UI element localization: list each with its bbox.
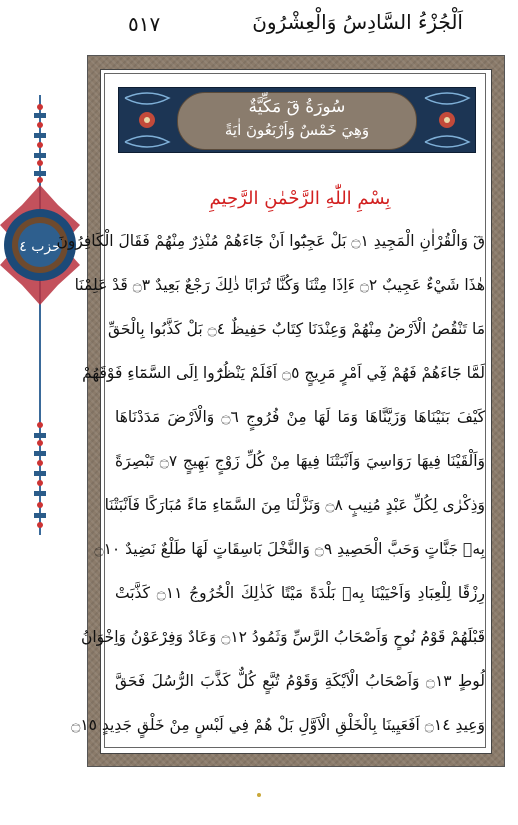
footer-ornament-icon: [254, 792, 264, 798]
hizb-marker-ornament: [0, 95, 80, 535]
verse-count: وَهِيَ خَمْسٌ وَاَرْبَعُونَ اٰيَةً: [224, 121, 370, 139]
banner-cartouche: [177, 92, 417, 150]
text-line: وَذِكْرٰى لِكُلِّ عَبْدٍ مُنِيبٍ ۝٨ وَنَزَّلْنَا مِنَ السَّمَٓاءِ مَٓاءً مُبَارَكًا فَاَنْبَتْنَا: [104, 496, 485, 514]
text-line: لُوطٍ ۝١٣ وَاَصْحَابُ الْاَيْكَةِ وَقَوْمُ تُبَّعٍ كُلٌّ كَذَّبَ الرُّسُلَ فَحَقَّ: [115, 672, 485, 690]
text-line: وَعِيدِ ۝١٤ اَفَعَيِينَا بِالْخَلْقِ الْاَوَّلِ بَلْ هُمْ فِي لَبْسٍ مِنْ خَلْقٍ جَدِيدٍ ۝١٥: [71, 716, 485, 734]
text-line: مَا تَنْقُصُ الْاَرْضُ مِنْهُمْ وَعِنْدَنَا كِتَابٌ حَفِيظٌ ۝٤ بَلْ كَذَّبُوا بِالْحَقِّ: [107, 320, 485, 338]
text-line: قَبْلَهُمْ قَوْمُ نُوحٍ وَاَصْحَابُ الرَّسِّ وَثَمُودُ ۝١٢ وَعَادٌ وَفِرْعَوْنُ وَاِخْوَانُ: [80, 628, 485, 646]
surah-title-banner: [118, 87, 476, 153]
footer-mark: [0, 790, 518, 801]
basmala: بِسْمِ اللّٰهِ الرَّحْمٰنِ الرَّحِيمِ: [209, 188, 391, 209]
text-line: لَمَّا جَٓاءَهُمْ فَهُمْ فِٓي اَمْرٍ مَرِيجٍ ۝٥ اَفَلَمْ يَنْظُرُٓوا اِلَى السَّمَٓاءِ فَوْقَهُمْ: [82, 364, 485, 382]
text-line: بِهٖ جَنَّاتٍ وَحَبَّ الْحَصِيدِ ۝٩ وَالنَّخْلَ بَاسِقَاتٍ لَهَا طَلْعٌ نَضِيدٌ ۝١٠: [94, 540, 485, 558]
page-header: [88, 6, 503, 46]
text-line: رِزْقًا لِلْعِبَادِ وَاَحْيَيْنَا بِهٖ بَلْدَةً مَيْتًا كَذٰلِكَ الْخُرُوجُ ۝١١ كَذَّبَتْ: [115, 584, 485, 602]
text-line: وَاَلْقَيْنَا فِيهَا رَوَاسِيَ وَاَنْبَتْنَا فِيهَا مِنْ كُلِّ زَوْجٍ بَهِيجٍ ۝٧ تَبْصِرَةً: [115, 452, 485, 470]
hizb-label: حزب ٤: [19, 239, 61, 255]
text-line: كَيْفَ بَنَيْنَاهَا وَزَيَّنَّاهَا وَمَا لَهَا مِنْ فُرُوجٍ ۝٦ وَالْاَرْضَ مَدَدْنَاهَا: [115, 408, 485, 426]
surah-name: سُورَةُ قٓ مَكِّيَّةٌ: [248, 97, 346, 117]
text-line: هٰذَا شَيْءٌ عَجِيبٌ ۝٢ ءَاِذَا مِتْنَا وَكُنَّا تُرَابًا ذٰلِكَ رَجْعٌ بَعِيدٌ ۝٣ قَدْ عَلِمْنَا: [74, 276, 485, 294]
page-number: ٥١٧: [128, 12, 161, 36]
juz-title: اَلْجُزْءُ السَّادِسُ وَالْعِشْرُونَ: [252, 10, 463, 34]
text-line: قٓ وَالْقُرْاٰنِ الْمَجِيدِ ۝١ بَلْ عَجِبُٓوا اَنْ جَٓاءَهُمْ مُنْذِرٌ مِنْهُمْ فَقَالَ الْكَافِرُونَ: [56, 232, 485, 250]
